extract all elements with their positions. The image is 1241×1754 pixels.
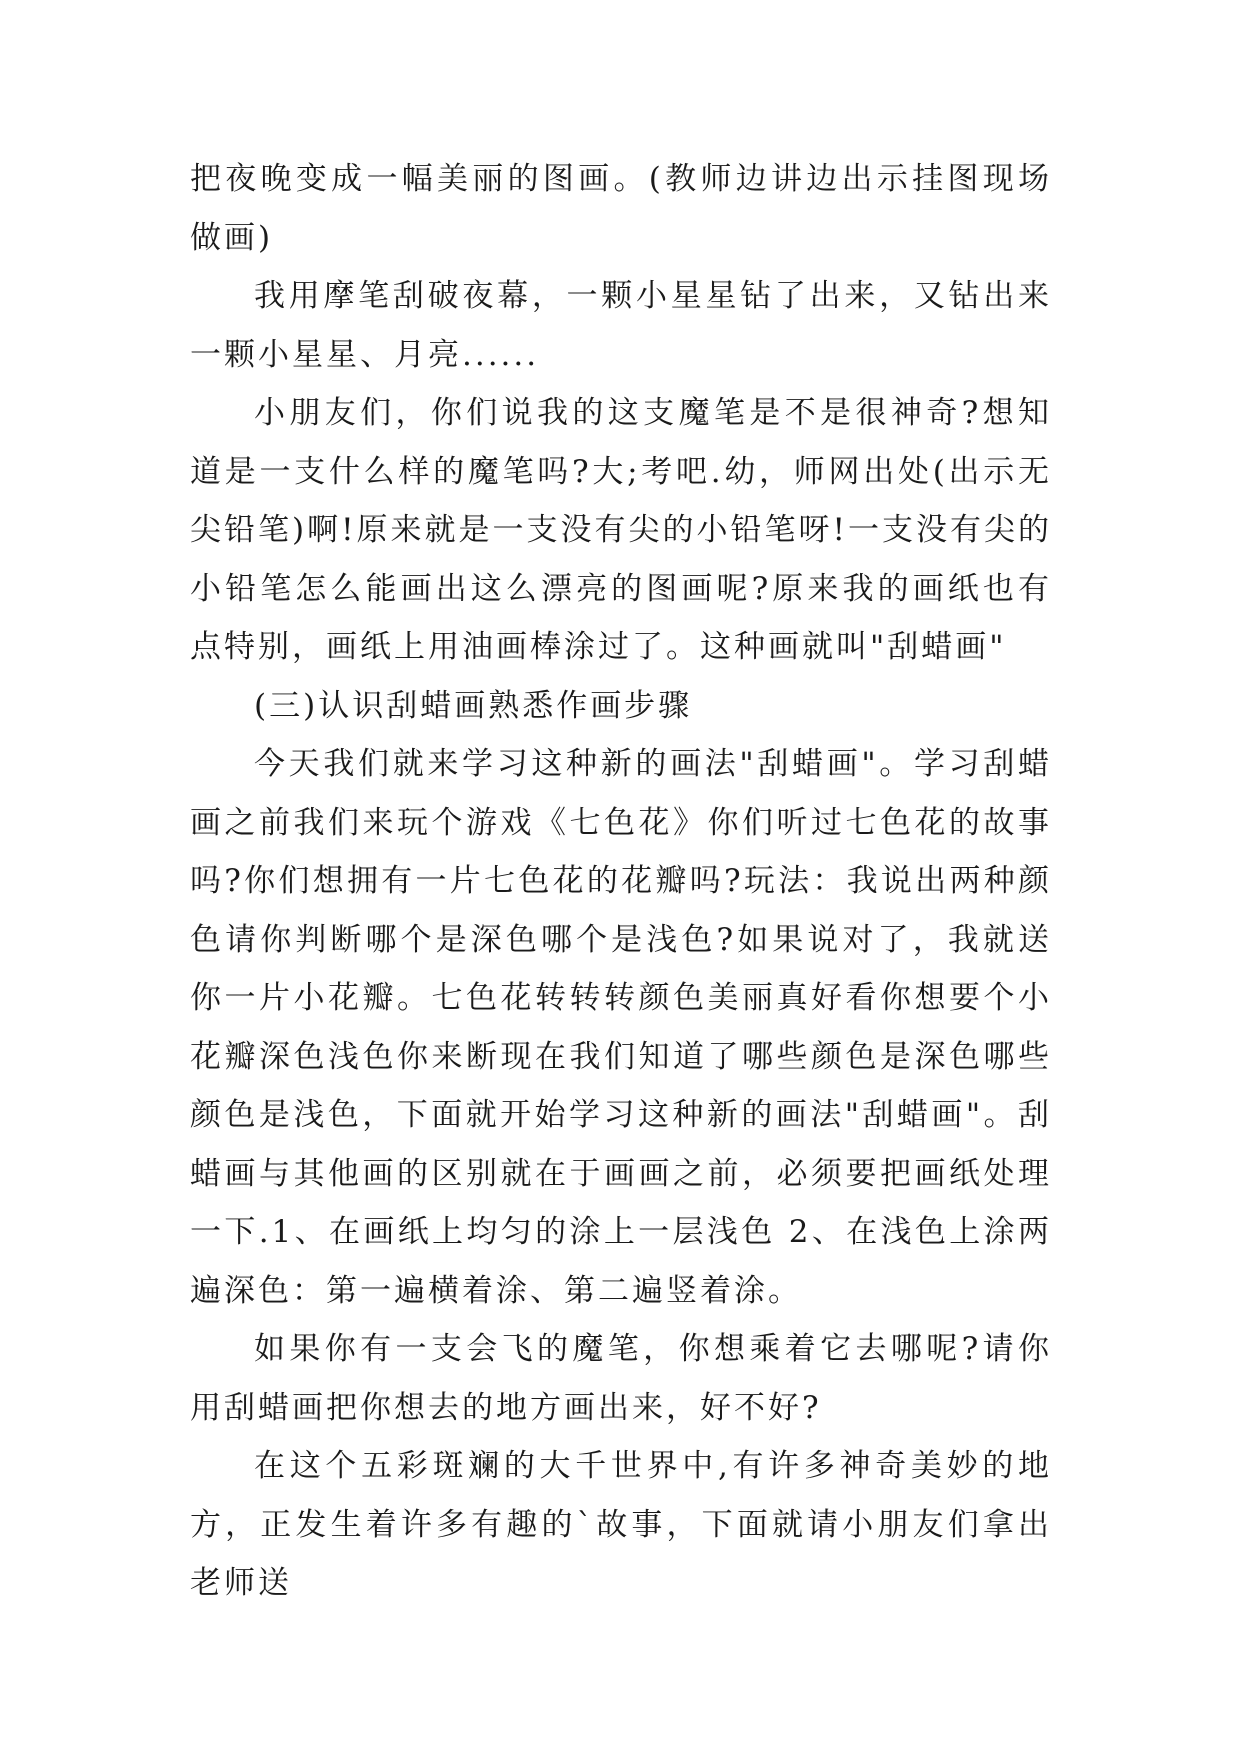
document-body <box>190 150 1052 1613</box>
paragraph: 今天我们就来学习这种新的画法"刮蜡画"。学习刮蜡画之前我们来玩个游戏《七色花》你们听过七色花的故事吗?你们想拥有一片七色花的花瓣吗?玩法：我说出两种颜色请你判断哪个是深色哪个是浅色?如果说对了，我就送你一片小花瓣。七色花转转转颜色美丽真好看你想要个小花瓣深色浅色你来断现在我们知道了哪些颜色是深色哪些颜色是浅色，下面就开始学习这种新的画法"刮蜡画"。刮蜡画与其他画的区别就在于画画之前，必须要把画纸处理一下.1、在画纸上均匀的涂上一层浅色 2、在浅色上涂两遍深色：第一遍横着涂、第二遍竖着涂。 <box>190 746 1052 1309</box>
paragraph: 把夜晚变成一幅美丽的图画。(教师边讲边出示挂图现场做画) <box>190 161 1052 256</box>
section-heading: (三)认识刮蜡画熟悉作画步骤 <box>254 687 693 724</box>
paragraph: 我用摩笔刮破夜幕，一颗小星星钻了出来，又钻出来一颗小星星、月亮...... <box>190 278 1052 373</box>
paragraph: 如果你有一支会飞的魔笔，你想乘着它去哪呢?请你用刮蜡画把你想去的地方画出来，好不好? <box>190 1331 1052 1426</box>
paragraph: 在这个五彩斑斓的大千世界中,有许多神奇美妙的地方，正发生着许多有趣的`故事，下面就请小朋友们拿出老师送 <box>190 1448 1052 1601</box>
paragraph: 小朋友们，你们说我的这支魔笔是不是很神奇?想知道是一支什么样的魔笔吗?大;考吧.幼，师网出处(出示无尖铅笔)啊!原来就是一支没有尖的小铅笔呀!一支没有尖的小铅笔怎么能画出这么漂亮的图画呢?原来我的画纸也有点特别，画纸上用油画棒涂过了。这种画就叫"刮蜡画" <box>190 395 1053 665</box>
